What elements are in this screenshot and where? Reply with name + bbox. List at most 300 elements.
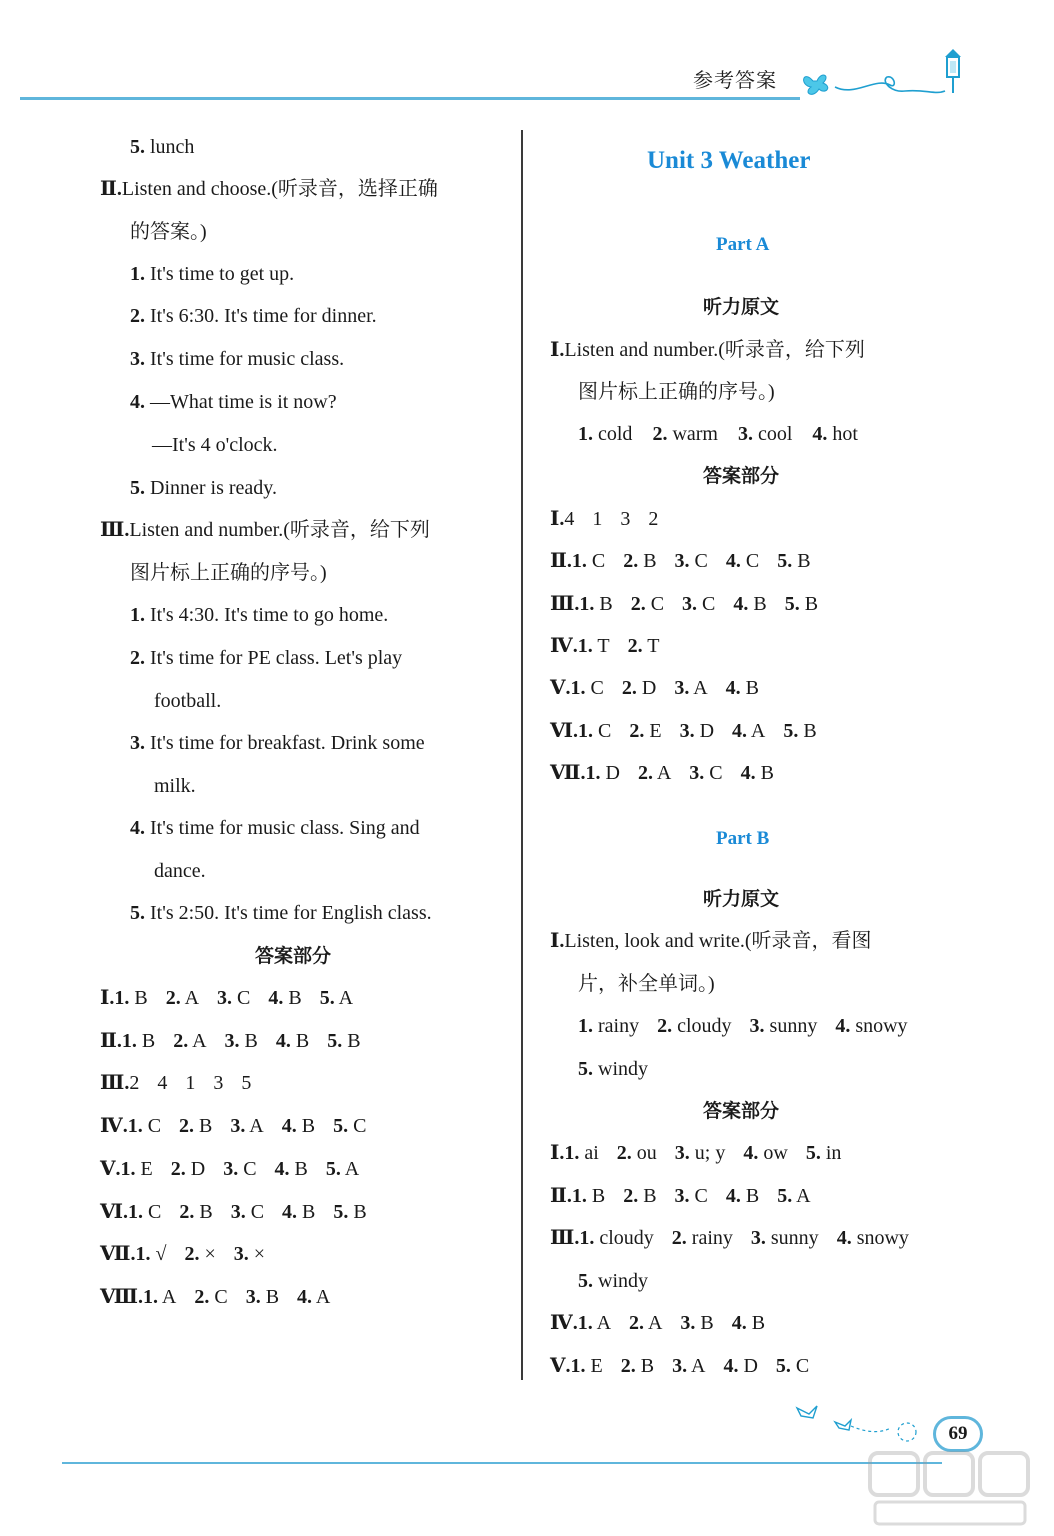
answer-item: 2. C <box>630 592 665 615</box>
text-line <box>578 970 715 998</box>
answer-item: 1. B <box>571 1184 606 1207</box>
item-number: 1. <box>127 1115 143 1138</box>
answer-item: 3. C <box>674 550 708 573</box>
item-number: 2. <box>194 1285 210 1308</box>
answer-row <box>550 632 659 660</box>
text-line <box>154 687 221 715</box>
answer-row <box>550 1224 909 1252</box>
item-number: 1. <box>114 987 130 1009</box>
roman-numeral: Ⅱ. <box>100 1029 122 1052</box>
answer-item: 3 <box>213 1072 224 1095</box>
item-number: 3. <box>233 1243 249 1266</box>
text-line <box>130 644 402 672</box>
answer-items <box>578 720 817 742</box>
item-number: 5. <box>333 1200 349 1223</box>
answer-item: 4. B <box>268 987 302 1009</box>
roman-numeral: Ⅱ. <box>100 178 122 200</box>
roman-numeral: Ⅰ. <box>550 930 565 952</box>
answer-items <box>564 508 658 530</box>
answer-items <box>571 677 759 699</box>
answer-item: 3. cool <box>737 423 793 445</box>
item-number: 3. <box>130 732 145 754</box>
item-number: 4. <box>723 1354 739 1377</box>
answer-items <box>129 1072 251 1094</box>
item-number: 4. <box>725 1184 741 1207</box>
answer-item: 1. E <box>570 1354 603 1377</box>
answer-item: 3. sunny <box>750 1227 819 1249</box>
answer-item: 2. E <box>629 719 662 742</box>
roman-numeral: Ⅶ. <box>100 1243 136 1266</box>
item-number: 2. <box>179 1200 195 1223</box>
line-text: 的答案。) <box>130 221 207 243</box>
item-number: 4. <box>725 677 741 700</box>
item-number: 2. <box>170 1157 186 1180</box>
item-number: 1. <box>571 550 587 573</box>
item-number: 1. <box>577 1312 593 1334</box>
item-number: 2. <box>130 647 145 669</box>
answer-item: 2. rainy <box>671 1227 733 1249</box>
answer-items <box>128 1115 367 1137</box>
answer-item: 4. B <box>274 1157 308 1180</box>
line-text: Listen and choose.(听录音，选择正确 <box>121 178 438 200</box>
answer-item: 2. B <box>179 1200 213 1223</box>
answer-item: 5 <box>241 1072 252 1095</box>
item-number: 5. <box>130 136 145 158</box>
answer-item: 1. C <box>571 550 606 573</box>
answer-item: 1. T <box>577 634 610 657</box>
answer-item: 3. C <box>230 1200 265 1223</box>
answer-item: 4. B <box>733 592 767 615</box>
answer-item: 4. B <box>725 1184 760 1207</box>
roman-numeral: Ⅳ. <box>100 1115 128 1138</box>
item-number: 2. <box>184 1243 200 1266</box>
item-number: 4. <box>282 1200 298 1223</box>
item-number: 2. <box>616 1142 632 1164</box>
item-number: 2. <box>671 1227 687 1249</box>
item-number: 5. <box>578 1269 593 1292</box>
item-number: 5. <box>777 1184 793 1207</box>
item-number: 5. <box>327 1029 343 1052</box>
answer-item: 2. B <box>623 1184 657 1207</box>
item-number: 4. <box>733 592 749 615</box>
item-number: 4. <box>740 761 756 784</box>
line-text: milk. <box>154 775 196 797</box>
item-number: 1. <box>570 1354 586 1377</box>
text-line <box>130 302 377 330</box>
item-number: 3. <box>223 1157 239 1180</box>
answer-row <box>100 1027 361 1055</box>
line-text: Listen and number.(听录音，给下列 <box>564 339 865 361</box>
answer-item: 5. A <box>319 987 354 1009</box>
answer-item: 1. C <box>128 1200 162 1223</box>
item-number: 3. <box>689 761 705 784</box>
answer-item: 5. A <box>325 1157 360 1180</box>
answer-item: 2. A <box>173 1029 207 1052</box>
item-number: 1. <box>571 1184 587 1207</box>
answer-row <box>550 759 774 787</box>
item-number: 3. <box>749 1015 765 1037</box>
answer-item: 3. C <box>689 761 723 784</box>
answer-item: 3. B <box>680 1312 714 1334</box>
item-number: 3. <box>230 1115 246 1138</box>
answer-item: 1. A <box>577 1312 612 1334</box>
answer-item: 1. E <box>120 1157 153 1180</box>
answer-row <box>100 984 353 1012</box>
answer-item: 4. B <box>275 1029 310 1052</box>
item-number: 3. <box>674 1184 690 1207</box>
answer-items <box>136 1243 266 1265</box>
line-text: 图片标上正确的序号。) <box>130 562 327 584</box>
item-number: 1. <box>130 263 145 285</box>
item-number: 3. <box>130 348 145 370</box>
item-number: 4. <box>275 1029 291 1052</box>
item-number: 1. <box>578 719 593 742</box>
answer-item: 4 <box>564 508 575 530</box>
text-line <box>154 857 206 885</box>
text-line <box>130 559 327 587</box>
text-line <box>130 260 294 288</box>
answer-item: 2. C <box>194 1285 228 1308</box>
answer-item: 1. √ <box>135 1243 167 1266</box>
answer-row <box>550 590 818 618</box>
answer-row <box>550 547 811 575</box>
question-heading <box>100 175 438 203</box>
part-a-answers-heading: 答案部分 <box>703 465 780 487</box>
line-text: It's time for music class. <box>150 348 345 370</box>
item-number: 5. <box>325 1157 341 1180</box>
item-number: 4. <box>731 1312 747 1334</box>
answer-item: 2 <box>648 508 659 530</box>
item-number: 2. <box>623 1184 639 1207</box>
answer-items <box>128 1201 367 1223</box>
answer-item: 1. ai <box>564 1142 599 1164</box>
item-number: 3. <box>217 987 233 1009</box>
page-number: 69 <box>933 1416 983 1452</box>
answer-item: 1 <box>592 508 603 530</box>
answer-item: 5. B <box>784 592 819 615</box>
answer-item: 3. A <box>672 1354 706 1377</box>
item-number: 2. <box>620 1354 636 1377</box>
item-number: 4. <box>812 423 828 445</box>
answer-row <box>100 1240 265 1268</box>
item-number: 4. <box>130 391 145 413</box>
answer-items <box>586 762 774 784</box>
roman-numeral: Ⅲ. <box>550 592 580 615</box>
item-number: 3. <box>230 1200 246 1223</box>
answer-item: 2. A <box>165 987 200 1009</box>
header-rule <box>20 97 800 100</box>
answer-items <box>114 987 353 1009</box>
answer-items <box>143 1286 330 1308</box>
roman-numeral: Ⅲ. <box>100 1072 130 1095</box>
item-number: 1. <box>121 1029 137 1052</box>
answer-item: 4 <box>157 1072 168 1095</box>
answer-item: 3. A <box>230 1115 264 1138</box>
answer-items <box>572 1185 811 1207</box>
text-line <box>152 431 278 459</box>
item-number: 2. <box>627 634 643 657</box>
answer-item: 1. C <box>127 1115 162 1138</box>
item-number: 1. <box>564 1142 580 1164</box>
answer-item: 5. A <box>777 1184 811 1207</box>
answer-item: 1. C <box>570 677 604 700</box>
answer-item: 3. C <box>217 987 251 1009</box>
text-line <box>130 729 425 757</box>
answer-item: 1. rainy <box>578 1015 640 1037</box>
line-text: —What time is it now? <box>150 391 337 413</box>
item-number: 2. <box>657 1015 673 1037</box>
answer-item: 1. B <box>579 592 613 615</box>
answer-item: 3 <box>620 508 631 530</box>
item-number: 5. <box>805 1142 821 1164</box>
roman-numeral: Ⅷ. <box>100 1285 143 1308</box>
answer-item: 5. B <box>327 1029 361 1052</box>
item-number: 5. <box>783 719 799 742</box>
answer-item: 1 <box>185 1072 196 1095</box>
text-line <box>130 601 388 629</box>
answer-item: 4. A <box>732 719 766 742</box>
column-divider <box>521 130 523 1380</box>
item-number: 2. <box>652 423 668 445</box>
item-number: 1. <box>578 1015 593 1037</box>
answer-item: 5. B <box>777 550 811 573</box>
answer-items <box>571 1355 810 1377</box>
item-number: 2. <box>621 677 637 700</box>
item-number: 4. <box>268 987 284 1009</box>
item-number: 5. <box>775 1354 791 1377</box>
answer-item: 4. B <box>282 1200 316 1223</box>
item-number: 5. <box>578 1058 593 1080</box>
line-text: football. <box>154 690 222 712</box>
part-b-listening-heading: 听力原文 <box>703 888 780 910</box>
item-number: 3. <box>245 1285 261 1308</box>
roman-numeral: Ⅲ. <box>100 519 130 541</box>
answer-row <box>550 1352 809 1380</box>
item-number: 3. <box>680 1312 696 1334</box>
answer-row <box>100 1069 251 1097</box>
answer-item: 1. A <box>143 1285 177 1308</box>
roman-numeral: Ⅰ. <box>550 508 565 530</box>
roman-numeral: Ⅰ. <box>100 987 115 1009</box>
line-text: It's time for music class. Sing and <box>150 817 420 839</box>
item-number: 3. <box>224 1029 240 1052</box>
answer-item: 2 <box>129 1072 140 1095</box>
answer-items <box>121 1158 360 1180</box>
roman-numeral: Ⅱ. <box>550 1184 572 1207</box>
roman-numeral: Ⅵ. <box>100 1200 128 1223</box>
answer-item: 3. C <box>223 1157 257 1180</box>
item-number: 1. <box>128 1200 143 1223</box>
butterfly-lamp-decoration-icon <box>795 45 975 105</box>
roman-numeral: Ⅶ. <box>550 761 586 784</box>
roman-numeral: Ⅰ. <box>550 339 565 361</box>
text-line <box>130 388 337 416</box>
answer-row <box>550 717 817 745</box>
text-line <box>130 814 420 842</box>
answer-items <box>578 635 660 657</box>
item-number: 4. <box>835 1015 851 1037</box>
item-number: 3. <box>674 550 690 573</box>
answer-row <box>550 505 658 533</box>
footer-rule <box>62 1462 942 1464</box>
item-number: 2. <box>623 550 639 573</box>
item-number: 5. <box>130 902 145 924</box>
answer-item: 2. A <box>629 1312 663 1334</box>
roman-numeral: Ⅴ. <box>550 1354 571 1377</box>
item-number: 5. <box>319 987 335 1009</box>
answer-item: 4. hot <box>812 423 858 445</box>
answer-row <box>550 1309 765 1337</box>
item-number: 3. <box>679 719 695 742</box>
answer-item: 5. C <box>775 1354 810 1377</box>
answer-item: 5. B <box>333 1200 367 1223</box>
answer-item: 5. windy <box>578 1058 648 1080</box>
text-line <box>130 345 344 373</box>
answer-item: 2. A <box>637 761 672 784</box>
line-text: —It's 4 o'clock. <box>152 434 278 456</box>
item-number: 3. <box>674 677 690 700</box>
part-b-answers-heading: 答案部分 <box>703 1100 780 1122</box>
item-number: 5. <box>333 1115 349 1138</box>
item-number: 1. <box>579 1227 595 1249</box>
item-number: 1. <box>130 604 145 626</box>
answer-item: 1. C <box>578 719 612 742</box>
line-text: Dinner is ready. <box>150 477 277 499</box>
item-number: 3. <box>672 1354 688 1377</box>
watermark-logo-icon <box>865 1448 1035 1528</box>
answer-items <box>579 593 818 615</box>
question-heading <box>100 516 430 544</box>
answer-item: 3. C <box>682 592 716 615</box>
answer-row <box>100 1155 359 1183</box>
answer-item: 4. A <box>297 1285 331 1308</box>
item-number: 3. <box>682 592 698 615</box>
answer-item: 1. cloudy <box>579 1227 654 1249</box>
part-a-title: Part A <box>716 234 770 255</box>
item-number: 4. <box>725 550 741 573</box>
listening-items <box>578 1055 648 1083</box>
answer-item: 4. B <box>740 761 774 784</box>
roman-numeral: Ⅲ. <box>550 1227 580 1249</box>
answer-item: 1. cold <box>578 423 633 445</box>
answer-row <box>100 1198 367 1226</box>
line-text: It's 4:30. It's time to go home. <box>150 604 389 626</box>
answer-item: 5. B <box>783 719 817 742</box>
roman-numeral: Ⅴ. <box>100 1157 121 1180</box>
answers-heading: 答案部分 <box>255 945 332 967</box>
answer-row <box>550 1139 841 1167</box>
answer-item: 4. snowy <box>836 1227 909 1249</box>
item-number: 2. <box>130 305 145 327</box>
line-text: Listen, look and write.(听录音，看图 <box>564 930 872 952</box>
item-number: 1. <box>585 761 601 784</box>
part-b-title: Part B <box>716 828 770 849</box>
item-number: 5. <box>784 592 800 615</box>
answer-item: 4. ow <box>743 1142 788 1164</box>
item-number: 2. <box>630 592 646 615</box>
birds-decoration-icon <box>795 1398 935 1448</box>
answer-item: 2. B <box>179 1115 213 1138</box>
answer-item: 4. B <box>731 1312 766 1334</box>
answer-item: 4. snowy <box>835 1015 908 1037</box>
item-number: 5. <box>777 550 793 573</box>
item-number: 4. <box>743 1142 759 1164</box>
text-line <box>578 378 775 406</box>
item-number: 4. <box>732 719 748 742</box>
answer-item: 5. windy <box>578 1269 648 1292</box>
text-line <box>130 899 432 927</box>
answer-item: 4. C <box>725 550 760 573</box>
answer-item: 2. T <box>627 634 660 657</box>
answer-item: 2. cloudy <box>657 1015 732 1037</box>
line-text: 片，补全单词。) <box>578 973 715 995</box>
answer-items <box>578 1270 648 1292</box>
item-number: 4. <box>297 1285 313 1308</box>
item-number: 4. <box>836 1227 852 1249</box>
page-header-title: 参考答案 <box>693 68 777 92</box>
answer-items <box>578 1312 765 1334</box>
line-text: It's 6:30. It's time for dinner. <box>150 305 377 327</box>
item-number: 1. <box>143 1285 158 1308</box>
text-line <box>130 218 207 246</box>
answer-item: 1. D <box>585 761 620 784</box>
answer-item: 3. B <box>224 1029 258 1052</box>
item-number: 2. <box>179 1115 195 1138</box>
line-text: It's time for PE class. Let's play <box>150 647 403 669</box>
answer-items <box>122 1030 361 1052</box>
answer-item: 3. × <box>233 1243 266 1266</box>
item-number: 4. <box>281 1115 297 1138</box>
unit-title: Unit 3 Weather <box>647 147 811 174</box>
item-number: 1. <box>579 592 595 615</box>
item-number: 4. <box>130 817 145 839</box>
item-number: 2. <box>637 761 653 784</box>
item-number: 3. <box>750 1227 766 1249</box>
answer-item: 3. u; y <box>674 1142 726 1164</box>
answer-item: 4. D <box>723 1354 758 1377</box>
answer-row <box>100 1283 330 1311</box>
text-line <box>130 133 194 161</box>
answer-item: 3. C <box>674 1184 708 1207</box>
part-a-listening-heading: 听力原文 <box>703 296 780 318</box>
line-text: It's 2:50. It's time for English class. <box>150 902 432 924</box>
answer-item: 4. B <box>725 677 760 700</box>
item-number: 1. <box>578 423 593 445</box>
answer-item: 1. B <box>114 987 148 1009</box>
answer-item: 2. × <box>184 1243 216 1266</box>
item-number: 2. <box>165 987 181 1009</box>
item-number: 1. <box>577 634 593 657</box>
answer-item: 3. B <box>245 1285 280 1308</box>
item-number: 2. <box>629 1312 645 1334</box>
item-number: 4. <box>274 1157 290 1180</box>
item-number: 1. <box>120 1157 136 1180</box>
roman-numeral: Ⅱ. <box>550 550 572 573</box>
answer-row <box>578 1267 648 1295</box>
roman-numeral: Ⅵ. <box>550 719 578 742</box>
item-number: 1. <box>570 677 586 700</box>
question-heading <box>550 927 872 955</box>
text-line <box>130 474 277 502</box>
answer-item: 2. D <box>170 1157 206 1180</box>
answer-items <box>579 1227 909 1249</box>
roman-numeral: Ⅰ. <box>550 1142 565 1164</box>
answer-items <box>572 550 811 572</box>
answer-item: 1. B <box>121 1029 156 1052</box>
item-number: 3. <box>737 423 753 445</box>
answer-item: 5. C <box>333 1115 367 1138</box>
item-number: 2. <box>173 1029 189 1052</box>
